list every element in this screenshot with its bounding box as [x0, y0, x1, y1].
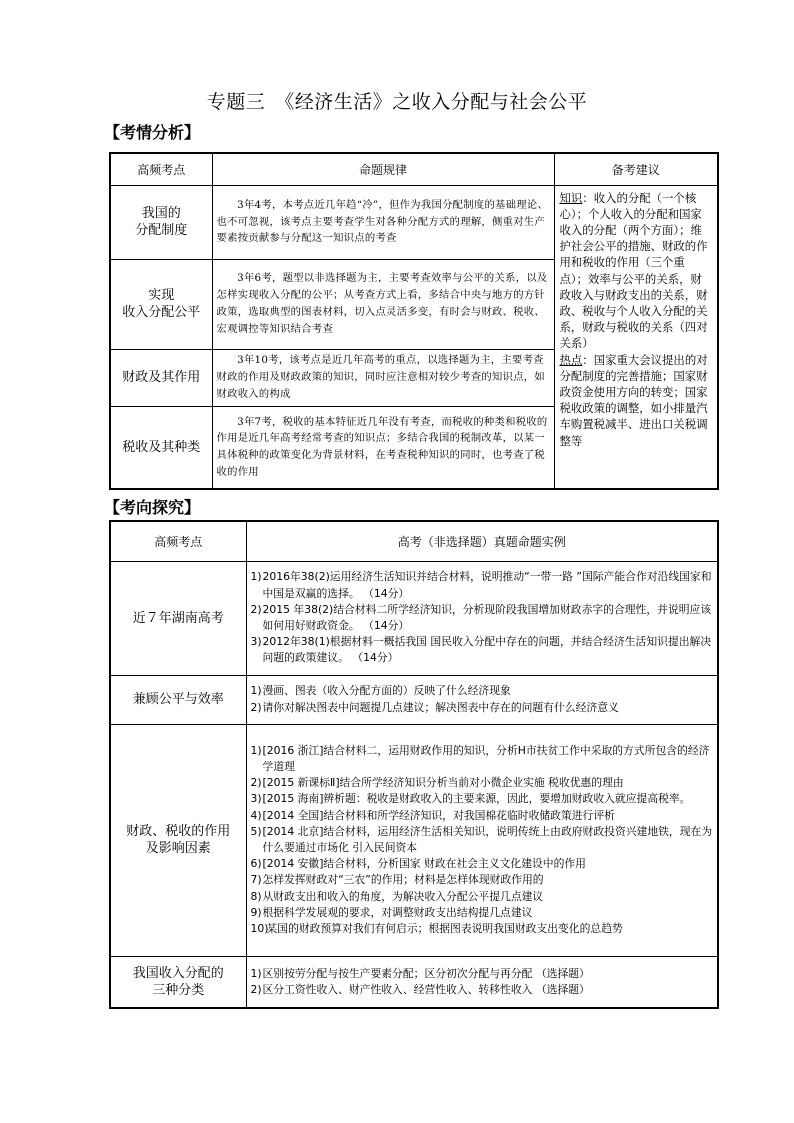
pattern-cell: 3年10考，该考点是近几年高考的重点，以选择题为主，主要考查财政的作用及财政政策的知识，同时应注意相对较少考查的知识点，如财政收入的构成 — [212, 349, 554, 406]
list-item: 1) 2016年38(2)运用经济生活知识并结合材料，说明推动“一带一路 ”国际产能合作对沿线国家和中国是双赢的选择。 （14分） — [250, 570, 712, 600]
list-item: 4) [2014 全国]结合材料和所学经济知识，对我国棉花临时收储政策进行评析 — [250, 808, 615, 822]
examples-cell — [246, 675, 718, 724]
examples-cell — [246, 724, 718, 956]
topic-cell: 近７年湖南高考 — [110, 561, 246, 675]
pattern-cell: 3年7考，税收的基本特征近几年没有考查，而税收的种类和税收的作用是近几年高考经常考查的知识点；多结合我国的税制改革，以某一具体税种的政策变化为背景材料，在考查税种知识的同时，也考查了税收的作用 — [212, 406, 554, 489]
list-item: 8) 从财政支出和收入的角度，为解决收入分配公平提几点建议 — [250, 889, 544, 903]
list-item: 7) 怎样发挥财政对“三农”的作用；材料是怎样体现财政作用的 — [250, 873, 544, 887]
section-heading-trends: 【考向探究】 — [104, 498, 201, 517]
pattern-cell: 3年4考，本考点近几年趋“冷”，但作为我国分配制度的基础理论、也不可忽视，该考点主要考查学生对各种分配方式的理解，侧重对生产要素按贡献参与分配这一知识点的考查 — [212, 185, 554, 259]
list-item: 5) [2014 北京]结合材料，运用经济生活相关知识，说明传统上由政府财政投资兴建地铁，现在为什么要通过市场化 引入民间资本 — [250, 824, 713, 854]
list-item: 3) 2012年38(1)根据材料一概括我国 国民收入分配中存在的问题，并结合经济生活知识提出解决问题的政策建议。 （14分） — [250, 635, 712, 665]
topic-cell: 我国收入分配的 三种分类 — [110, 956, 246, 1008]
list-item: 2) 请你对解决图表中问题提几点建议；解决图表中存在的问题有什么经济意义 — [250, 700, 619, 714]
list-item: 1) [2016 浙江]结合材料二，运用财政作用的知识，分析H市扶贫工作中采取的方式所包含的经济学道理 — [250, 743, 710, 773]
topic-cell: 财政及其作用 — [110, 349, 212, 406]
knowledge-text: ：收入的分配（一个核心）；个人收入的分配和国家收入的分配（两个方面）；维护社会公平的措施、财政的作用和税收的作用（三个重点）；效率与公平的关系，财政收入与财政支出的关系，财政、税收与个人收入分配的关系，财政与税收的关系（四对关系） — [559, 190, 708, 351]
examples-cell — [246, 561, 718, 675]
header-examples: 高考（非选择题）真题命题实例 — [246, 521, 718, 561]
topic-cell: 税收及其种类 — [110, 406, 212, 489]
pattern-cell: 3年6考，题型以非选择题为主，主要考查效率与公平的关系，以及怎样实现收入分配的公平；从考查方式上看，多结合中央与地方的方针政策，选取典型的图表材料，切入点灵活多变，有时会与财政、税收、宏观调控等知识结合考查 — [212, 259, 554, 349]
hotspot-text: ：国家重大会议提出的对分配制度的完善措施；国家财政资金使用方向的转变；国家税收政策的调整，如小排量汽车购置税减半、进出口关税调整等 — [559, 352, 708, 448]
header-topic: 高频考点 — [110, 521, 246, 561]
list-item: 2) [2015 新课标Ⅱ]结合所学经济知识分析当前对小微企业实施 税收优惠的理由 — [250, 776, 624, 790]
topic-cell: 我国的 分配制度 — [110, 185, 212, 259]
exam-analysis-table — [109, 152, 719, 490]
exam-examples-table — [109, 520, 719, 1009]
knowledge-label: 知识 — [559, 190, 583, 205]
list-item: 2) 2015 年38(2)结合材料二所学经济知识，分析现阶段我国增加财政赤字的合理性，并说明应该如何用好财政资金。 （14分） — [250, 602, 712, 632]
topic-cell: 财政、税收的作用 及影响因素 — [110, 724, 246, 956]
list-item: 3) [2015 海南]辨析题：税收是财政收入的主要来源，因此，要增加财政收入就应提高税率。 — [250, 792, 691, 806]
header-advice: 备考建议 — [554, 153, 718, 185]
list-item: 10) 某国的财政预算对我们有何启示；根据图表说明我国财政支出变化的总趋势 — [250, 922, 623, 936]
topic-cell: 兼顾公平与效率 — [110, 675, 246, 724]
section-heading-analysis: 【考情分析】 — [104, 123, 201, 142]
advice-cell — [554, 185, 718, 489]
examples-cell — [246, 956, 718, 1008]
list-item: 6) [2014 安徽]结合材料，分析国家 财政在社会主义文化建设中的作用 — [250, 857, 586, 871]
list-item: 1) 区别按劳分配与按生产要素分配；区分初次分配与再分配 （选择题） — [250, 966, 590, 980]
topic-cell: 实现 收入分配公平 — [110, 259, 212, 349]
page-title: 专题三 《经济生活》之收入分配与社会公平 — [206, 91, 588, 113]
header-topic: 高频考点 — [110, 153, 212, 185]
list-item: 2) 区分工资性收入、财产性收入、经营性收入、转移性收入 （选择题） — [250, 982, 590, 996]
hotspot-label: 热点 — [559, 352, 583, 367]
list-item: 9) 根据科学发展观的要求，对调整财政支出结构提几点建议 — [250, 905, 533, 919]
list-item: 1) 漫画、图表（收入分配方面的）反映了什么经济现象 — [250, 684, 511, 698]
header-pattern: 命题规律 — [212, 153, 554, 185]
